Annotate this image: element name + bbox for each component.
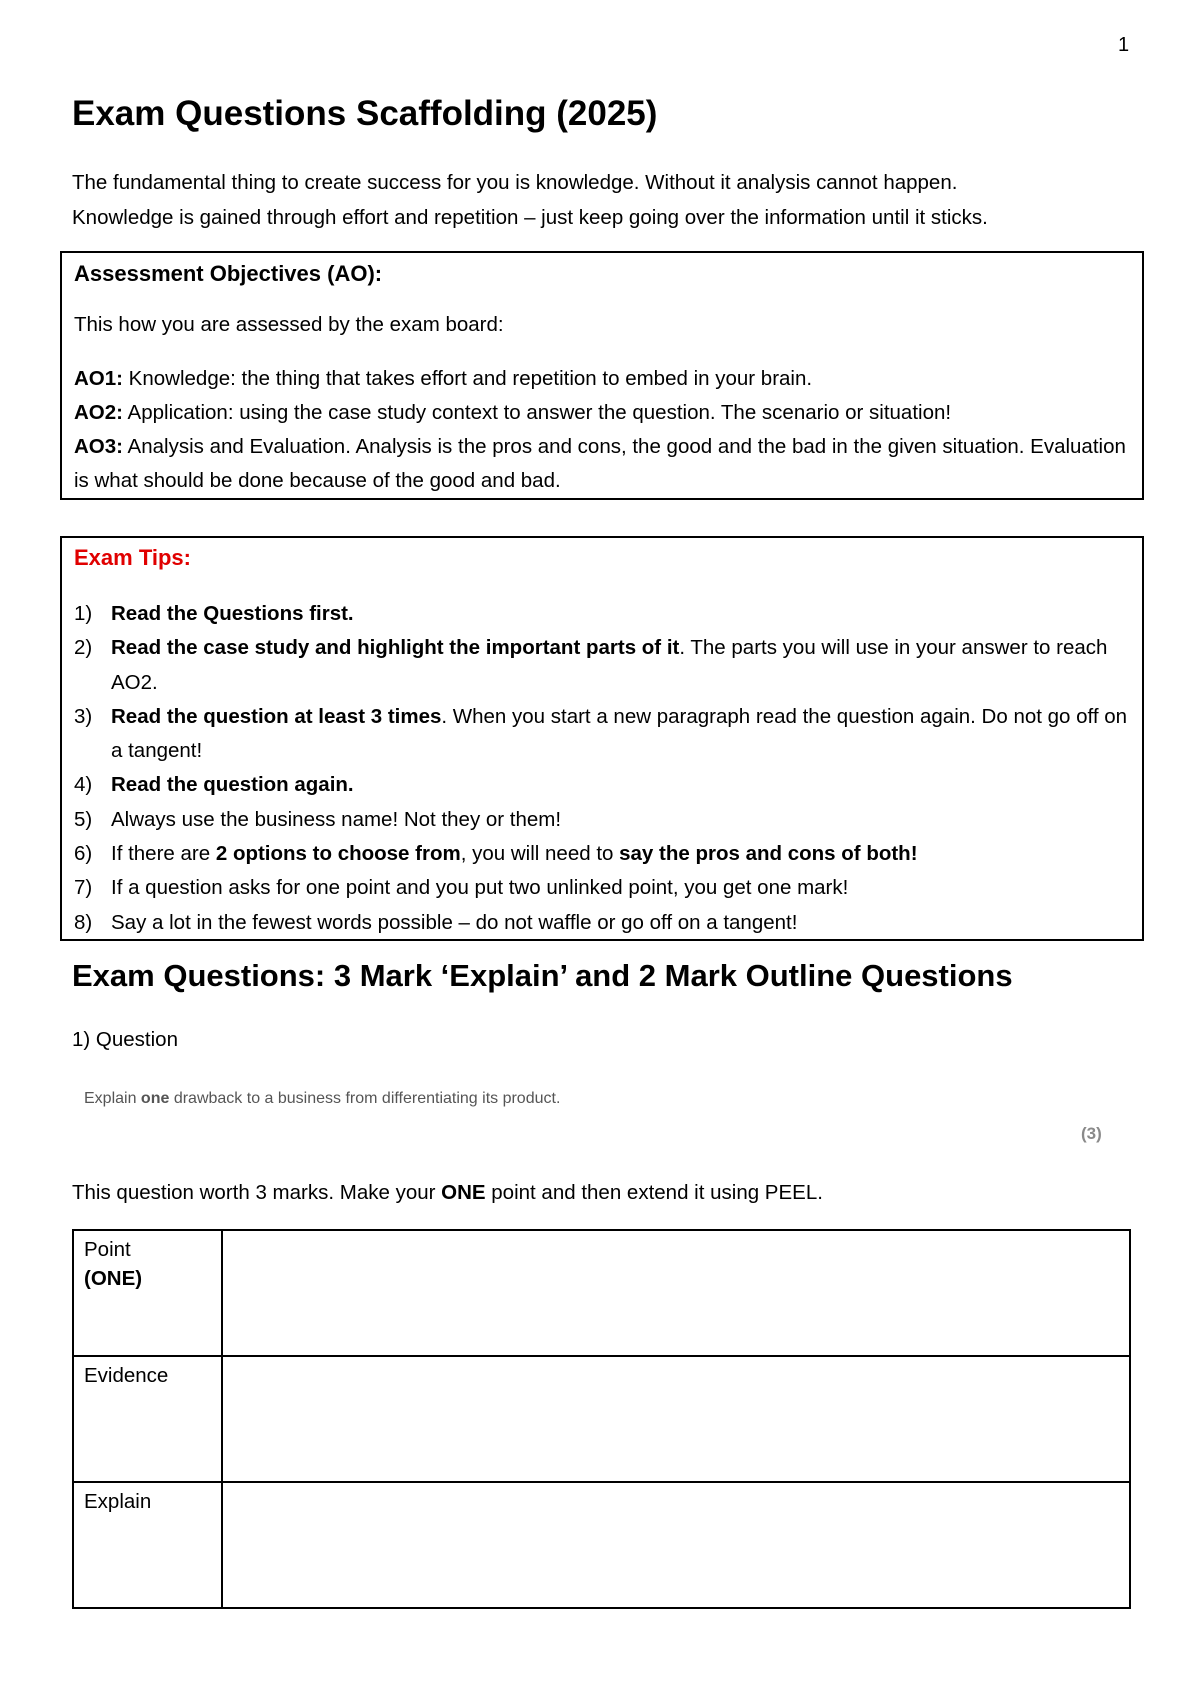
question-text-bold: one xyxy=(140,1090,170,1107)
tip-bold-text: say the pros and cons of both! xyxy=(619,842,918,866)
tip-item xyxy=(74,597,1129,631)
instruction-part: point and then extend it using PEEL. xyxy=(485,1181,823,1204)
tip-number: 4) xyxy=(74,773,93,797)
tip-number: 2) xyxy=(74,636,93,660)
question-label: 1) Question xyxy=(72,1028,178,1051)
tip-bold-text: Read the Questions first. xyxy=(111,602,354,625)
peel-label-cell xyxy=(73,1230,222,1356)
peel-table xyxy=(72,1229,1131,1609)
tip-bold-text: Read the question again. xyxy=(111,773,354,797)
tip-text: Say a lot in the fewest words possible – do not waffle or go off on a tangent! xyxy=(111,910,798,934)
instruction-part: This question worth 3 marks. Make your xyxy=(72,1181,442,1204)
peel-row-evidence xyxy=(73,1356,1130,1482)
peel-label: Point xyxy=(84,1238,131,1261)
tip-text: , you will need to xyxy=(460,842,620,866)
ao-list xyxy=(74,362,1129,498)
ao-code: AO1: xyxy=(74,367,123,390)
question-text-part: Explain xyxy=(84,1090,141,1107)
tip-bold-text: 2 options to choose from xyxy=(215,842,461,866)
peel-label: Evidence xyxy=(84,1364,169,1387)
ao-heading: Assessment Objectives (AO): xyxy=(74,261,383,286)
intro-line: Knowledge is gained through effort and repetition – just keep going over the information until it sticks. xyxy=(72,206,988,229)
instruction-bold: ONE xyxy=(441,1181,486,1204)
tip-text: Always use the business name! Not they or them! xyxy=(111,807,562,831)
tip-number: 1) xyxy=(74,602,93,625)
tip-text: . When you start a new paragraph read the question again. Do not go off on a tangent! xyxy=(111,704,1128,763)
question-text-part: drawback to a business from differentiating its product. xyxy=(169,1090,561,1107)
tip-bold-text: Read the question at least 3 times xyxy=(111,704,442,728)
tip-number: 8) xyxy=(74,910,93,934)
exam-tips-box xyxy=(60,536,1144,941)
peel-answer-cell[interactable] xyxy=(222,1356,1130,1482)
ao-text: Analysis and Evaluation. Analysis is the pros and cons, the good and the bad in the given situation. Evaluation is what should be done because of the good and bad. xyxy=(74,435,1126,492)
tip-item xyxy=(74,906,1129,940)
question-text xyxy=(84,1090,560,1108)
tip-bold-text: Read the case study and highlight the important parts of it xyxy=(111,636,680,660)
tip-text: . The parts you will use in your answer to reach AO2. xyxy=(111,636,1108,694)
peel-sublabel: (ONE) xyxy=(84,1267,143,1290)
ao-code: AO3: xyxy=(74,435,123,458)
peel-answer-cell[interactable] xyxy=(222,1482,1130,1608)
page-number: 1 xyxy=(1118,34,1130,56)
ao-item xyxy=(74,362,1129,396)
tip-number: 6) xyxy=(74,842,93,866)
peel-row-point xyxy=(73,1230,1130,1356)
tip-number: 5) xyxy=(74,807,93,831)
peel-answer-cell[interactable] xyxy=(222,1230,1130,1356)
ao-code: AO2: xyxy=(74,401,123,424)
exam-tips-list xyxy=(74,597,1129,940)
ao-lead-text: This how you are assessed by the exam board: xyxy=(74,313,504,336)
ao-item xyxy=(74,430,1129,498)
tip-item xyxy=(74,871,1129,905)
peel-row-explain xyxy=(73,1482,1130,1608)
exam-tips-heading: Exam Tips: xyxy=(74,545,191,570)
page-title: Exam Questions Scaffolding (2025) xyxy=(72,94,658,133)
tip-number: 7) xyxy=(74,876,93,900)
peel-label-cell xyxy=(73,1356,222,1482)
tip-item xyxy=(74,700,1129,769)
tip-text: If a question asks for one point and you put two unlinked point, you get one mark! xyxy=(111,876,849,900)
tip-number: 3) xyxy=(74,704,93,728)
intro-line: The fundamental thing to create success for you is knowledge. Without it analysis cannot happen. xyxy=(72,171,958,194)
tip-text: If there are xyxy=(111,842,216,866)
ao-item xyxy=(74,396,1129,430)
section-title: Exam Questions: 3 Mark ‘Explain’ and 2 Mark Outline Questions xyxy=(72,958,1013,993)
intro-paragraph xyxy=(72,165,1152,235)
instruction-text xyxy=(72,1181,823,1205)
ao-text: Application: using the case study context to answer the question. The scenario or situation! xyxy=(122,401,952,424)
tip-item xyxy=(74,768,1129,802)
tip-item xyxy=(74,803,1129,837)
peel-label-cell xyxy=(73,1482,222,1608)
ao-text: Knowledge: the thing that takes effort and repetition to embed in your brain. xyxy=(122,367,813,390)
peel-label: Explain xyxy=(84,1490,152,1513)
tip-item xyxy=(74,837,1129,871)
question-marks: (3) xyxy=(1081,1124,1102,1143)
tip-item xyxy=(74,631,1129,700)
assessment-objectives-box xyxy=(60,251,1144,500)
